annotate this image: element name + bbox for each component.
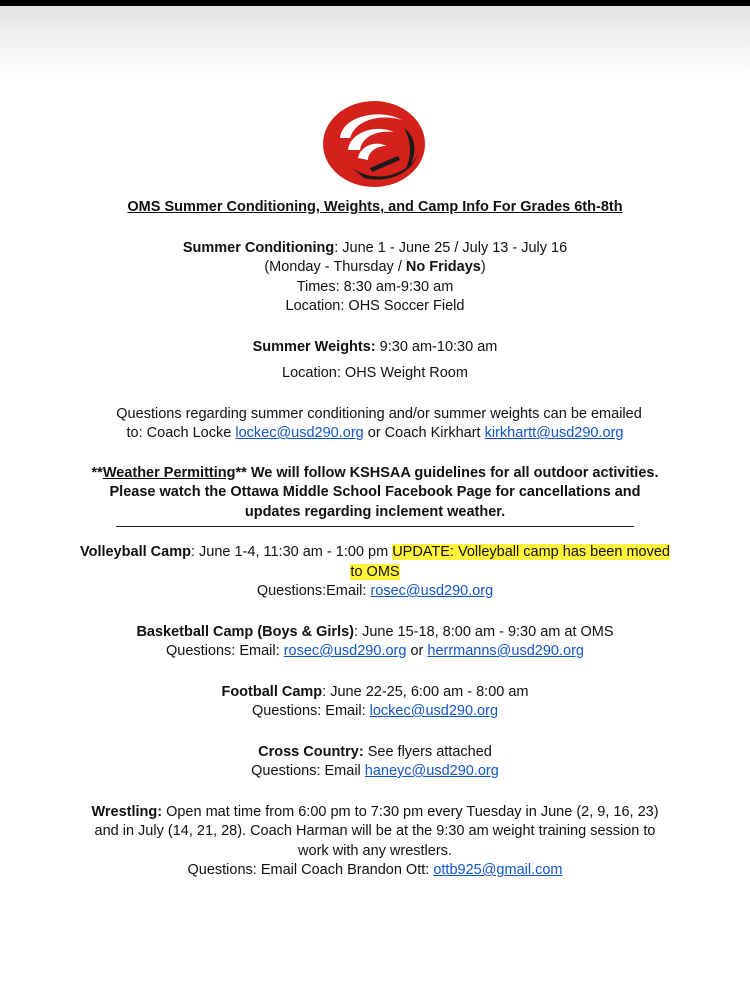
volleyball-questions: Questions:Email: rosec@usd290.org [256, 583, 494, 599]
conditioning-location: Location: OHS Soccer Field [285, 298, 465, 314]
email-link-rosec[interactable]: rosec@usd290.org [370, 583, 494, 599]
questions-line-2: to: Coach Locke lockec@usd290.org or Coach Kirkhart kirkhartt@usd290.org [126, 425, 624, 441]
document-body [60, 198, 690, 881]
top-shadow [0, 6, 750, 76]
cross-country-questions: Questions: Email haneyc@usd290.org [251, 763, 499, 779]
email-link-rosec[interactable]: rosec@usd290.org [283, 643, 407, 659]
cross-country-line: Cross Country: See flyers attached [258, 743, 492, 760]
wrestling-questions: Questions: Email Coach Brandon Ott: ottb925@gmail.com [187, 862, 563, 878]
email-link-haneyc[interactable]: haneyc@usd290.org [364, 763, 499, 779]
email-link-ottb925[interactable]: ottb925@gmail.com [433, 862, 563, 878]
wrestling-line-1: Wrestling: Open mat time from 6:00 pm to 7:30 pm every Tuesday in June (2, 9, 16, 23) [91, 803, 659, 820]
volleyball-line-1: Volleyball Camp: June 1-4, 11:30 am - 1:00 pm UPDATE: Volleyball camp has been moved [80, 544, 670, 560]
email-link-lockec[interactable]: lockec@usd290.org [235, 425, 364, 441]
email-link-kirkhartt[interactable]: kirkhartt@usd290.org [484, 425, 624, 441]
document-title: OMS Summer Conditioning, Weights, and Camp Info For Grades 6th-8th [127, 199, 623, 215]
wrestling-line-2: and in July (14, 21, 28). Coach Harman will be at the 9:30 am weight training session to [94, 823, 656, 839]
basketball-line: Basketball Camp (Boys & Girls): June 15-18, 8:00 am - 9:30 am at OMS [136, 623, 614, 640]
football-questions: Questions: Email: lockec@usd290.org [251, 703, 499, 719]
weights-location: Location: OHS Weight Room [282, 365, 468, 381]
conditioning-line: Summer Conditioning: June 1 - June 25 / July 13 - July 16 [182, 239, 568, 256]
weather-line-2: Please watch the Ottawa Middle School Facebook Page for cancellations and [109, 484, 641, 500]
update-highlight: UPDATE: Volleyball camp has been moved [392, 544, 670, 560]
weather-line-3: updates regarding inclement weather. [244, 503, 506, 520]
weights-line: Summer Weights: 9:30 am-10:30 am [252, 338, 498, 355]
questions-line-1: Questions regarding summer conditioning and/or summer weights can be emailed [116, 405, 642, 422]
basketball-questions: Questions: Email: rosec@usd290.org or herrmanns@usd290.org [166, 643, 584, 659]
volleyball-line-2: to OMS [350, 563, 400, 580]
football-line: Football Camp: June 22-25, 6:00 am - 8:00 am [221, 683, 529, 700]
wrestling-line-3: work with any wrestlers. [298, 842, 452, 859]
ottawa-cyclones-logo-icon [320, 98, 428, 190]
conditioning-days: (Monday - Thursday / No Fridays) [264, 259, 486, 275]
conditioning-times: Times: 8:30 am-9:30 am [296, 278, 454, 295]
email-link-herrmanns[interactable]: herrmanns@usd290.org [427, 643, 584, 659]
weather-line-1: **Weather Permitting** We will follow KSHSAA guidelines for all outdoor activities. [91, 464, 659, 481]
email-link-lockec[interactable]: lockec@usd290.org [369, 703, 499, 719]
